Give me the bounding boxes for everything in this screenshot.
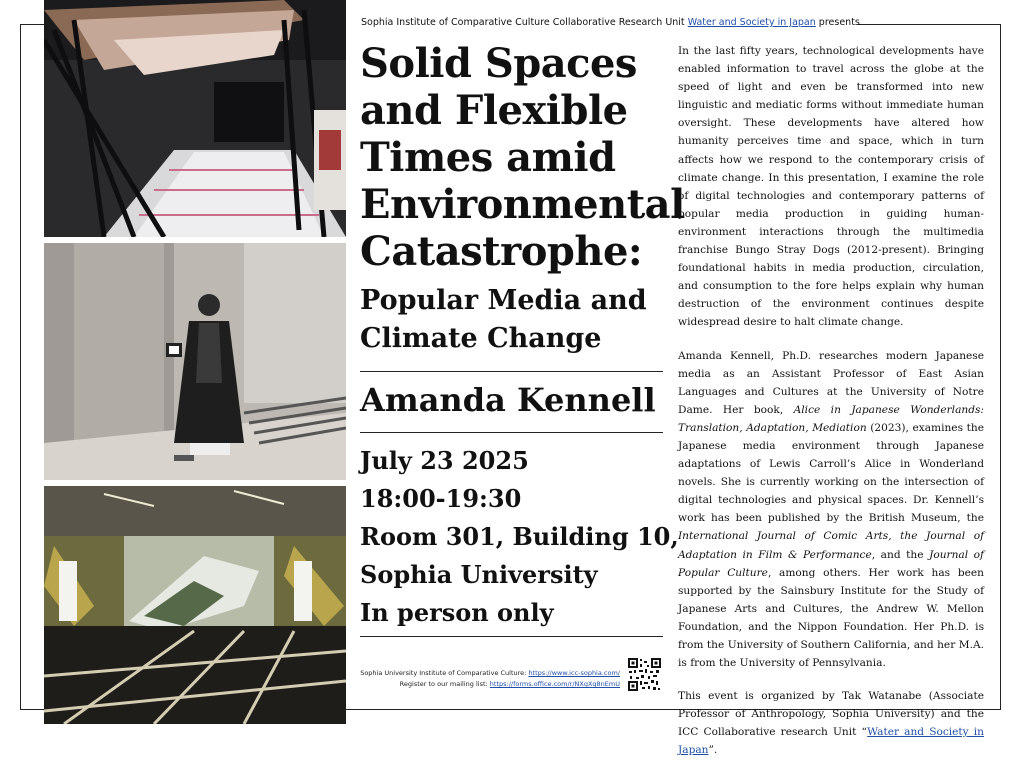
event-details (360, 442, 679, 632)
frame-line-right (1000, 24, 1001, 710)
subtitle-line: Popular Media and (360, 285, 647, 316)
organizer-end: ”. (708, 744, 718, 757)
icc-label: Sophia University Institute of Comparative Culture: (360, 669, 529, 677)
presenter-suffix: presents (815, 17, 860, 28)
bio-text: , and the (871, 548, 930, 561)
organizer-text: This event is organized by Tak Watanabe (Associate Professor of Anthropology, Sophia University) and the ICC Collaborative research Unit “ (678, 690, 984, 739)
bio-text: , among others. Her work has been supported by the Sainsbury Institute for the Study of Japanese Arts and Cultures, the Andrew W. Mellon Foundation, and the Nippon Foundation. Her Ph.D. is from the University of Southern California, and her M.A. is from the University of Pennsylvania. (678, 566, 984, 670)
abstract-paragraph: In the last fifty years, technological developments have enabled information to travel across the globe at the speed of light and even be transformed into new linguistic and mediatic forms without immediate human oversight. These developments have altered how humanity perceives time and space, which in turn affects how we respond to the contemporary crisis of climate change. In this presentation, I examine the role of digital technologies and contemporary patterns of popular media production in guiding human-environment interactions through the multimedia franchise Bungo Stray Dogs (2012-present). Bringing foundational habits in media production, circulation, and consumption to the fore helps explain why human destruction of the environment continues despite widespread desire to halt climate change. (678, 45, 984, 329)
title-line: Times amid (360, 134, 616, 181)
unit-link[interactable]: Water and Society in Japan (687, 17, 816, 28)
event-time: 18:00-19:30 (360, 484, 522, 513)
register-link[interactable]: https://forms.office.com/r/NXgXg8nEmU (489, 680, 620, 688)
event-venue: Sophia University (360, 560, 598, 589)
event-date: July 23 2025 (360, 446, 529, 475)
bio-text: (2023), examines the Japanese media environment through Japanese adaptations of Lewis Carroll’s Alice in Wonderland novels. She is currently working on the intersection of digital technologies and physical spaces. Dr. Kennell’s work has been published by the British Museum, the (678, 421, 984, 525)
event-room: Room 301, Building 10, (360, 522, 679, 551)
speaker-name: Amanda Kennell (360, 381, 656, 419)
exhibition-photo (44, 486, 346, 724)
unit-link[interactable]: Water and Society in Japan (678, 726, 984, 757)
subtitle-line: Climate Change (360, 323, 602, 354)
bio-text: Amanda Kennell, Ph.D. researches modern Japanese media as an Assistant Professor of East Asian Languages and Cultures at the University of Notre Dame. Her book, (678, 349, 984, 416)
event-mode: In person only (360, 598, 554, 627)
subtitle (360, 282, 670, 358)
title-line: Solid Spaces (360, 40, 637, 87)
body-text (678, 42, 984, 775)
title-line: and Flexible (360, 87, 628, 134)
journal-title: International Journal of Comic Arts, the Journal of Adaptation in Film & Performance (678, 530, 984, 561)
frame-line-left (20, 24, 21, 710)
tunnel-photo (44, 0, 346, 237)
frame-line-top-right (858, 24, 1000, 25)
qr-code[interactable] (628, 658, 661, 691)
journal-title: Journal of Popular Culture (678, 548, 984, 579)
divider (360, 371, 663, 372)
title-line: Catastrophe: (360, 228, 643, 275)
page-title (360, 40, 685, 275)
organizer-paragraph (678, 687, 984, 759)
presenter-prefix: Sophia Institute of Comparative Culture Collaborative Research Unit (361, 17, 688, 28)
footer-links (356, 668, 620, 690)
icc-link[interactable]: https://www.icc-sophia.com/ (528, 669, 620, 677)
bio-paragraph (678, 347, 984, 673)
book-title: Alice in Japanese Wonderlands: Translation, Adaptation, Mediation (678, 403, 984, 434)
divider (360, 636, 663, 637)
register-label: Register to our mailing list: (399, 680, 490, 688)
title-line: Environmental (360, 181, 685, 228)
standee-photo (44, 243, 346, 480)
presenter-line (361, 17, 860, 28)
divider (360, 432, 663, 433)
